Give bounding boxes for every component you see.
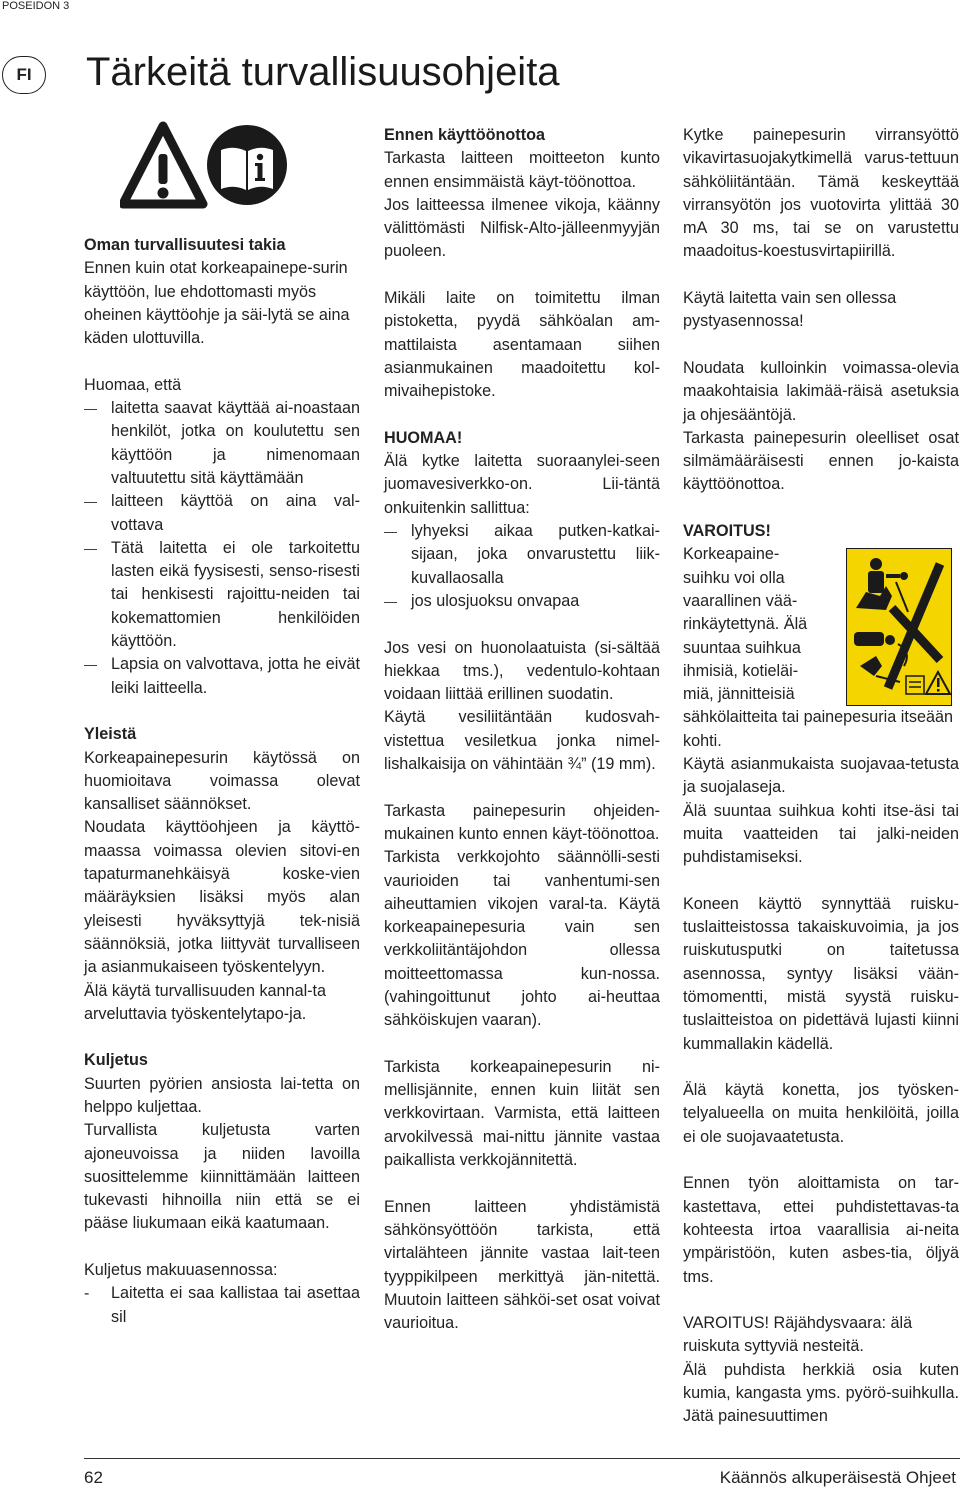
model-name: POSEIDON 3 <box>2 0 70 12</box>
paragraph: Koneen käyttö synnyttää ruisku-tuslaitteistossa takaiskuvoimia, ja jos ruiskutusputki on taitetussa asennossa, syntyy lisäksi vään-tömomentti, mistä syystä ruisku-tuslaitteistoa on pidettävä lujasti kiinni kummallakin kädellä. <box>683 894 959 1053</box>
paragraph: Tarkasta painepesurin oleelliset osat silmämääräisesti ennen jo-kaista käyttöönottoa. <box>683 428 959 494</box>
paragraph: Kytke painepesurin virransyöttö vikavirtasuojakytkimellä varus-tettuun sähköliitäntään. Tämä keskeyttää virransyötön jos vuotovirta ylittää 30 mA 30 ms, tai se on varustettu maadoitus-koestusvirtapiirillä. <box>683 126 959 261</box>
list-item: — laitetta saavat käyttää ai-noastaan henkilöt, jotka on koulutettu sen käyttöön ja nimenomaan valtuutettu sitä käyttämään <box>84 397 360 490</box>
paragraph: Noudata käyttöohjeen ja käyttö-maassa voimassa olevien sitovi-en tapaturmanehkäisyä koske-vien määräyksien lisäksi myös alan yleisesti hyväksyttyjä tek-nisiä säännöksiä, jotka liittyvät turvalliseen ja asianmukaiseen työskentelyyn. <box>84 818 360 977</box>
paragraph: Älä käytä konetta, jos työsken-telyalueella on muita henkilöitä, joilla ei ole suojavaatetusta. <box>683 1081 959 1146</box>
paragraph: Turvallista kuljetusta varten ajoneuvoissa ja niiden lavoilla suosittelemme kiinnittämään laitteen tukevasti hihnoilla niin että se ei pääse liukumaan eikä kaatumaan. <box>84 1121 360 1233</box>
paragraph: Älä puhdista herkkiä osia kuten kumia, kangasta yms. pyörö-suihkulla. Jätä painesuuttimen <box>683 1360 959 1426</box>
paragraph: Mikäli laite on toimitettu ilman pistoketta, pyydä sähköalan am-mattilaista asentamaan siihen asianmukainen maadoitettu kol-mivaihepistoke. <box>384 289 660 401</box>
list-item: — Tätä laitetta ei ole tarkoitettu lasten eikä fyysisesti, senso-risesti tai henkisesti rajoittu-neiden tai kokemattomien henkilöiden käyttöön. <box>84 537 360 653</box>
paragraph: Älä käytä turvallisuuden kannal-ta arveluttavia työskentelytapo-ja. <box>84 981 327 1023</box>
heading-before-use: Ennen käyttöönottoa <box>384 126 545 144</box>
paragraph: Ennen laitteen yhdistämistä sähkönsyöttöön tarkista, että virtalähteen jännite vastaa lait-teen tyyppikilpeen merkittyä jän-nitettä. Muutoin laitteen sähköi-set osat voivat vaurioitua. <box>384 1197 660 1333</box>
heading-transport: Kuljetus <box>84 1051 148 1070</box>
warning-line: miä, jännitteisiä <box>683 685 795 704</box>
page-title: Tärkeitä turvallisuusohjeita <box>86 50 560 94</box>
warning-line: sähkölaitteita tai painepesuria itseään kohti. <box>683 708 953 750</box>
paragraph: Tarkista korkeapainepesurin ni-mellisjännite, ennen kuin liität sen verkkovirtaan. Varmista, että laitteen arvokilvessä mai-nittu jännite vastaa paikallista verkkojännitettä. <box>384 1057 660 1170</box>
bullet-list <box>384 520 660 613</box>
paragraph: Käytä vesiliitäntään kudosvah-vistettua vesiletkua jonka nimel-lishalkaisija on vähintään ¾” (19 mm). <box>384 708 660 774</box>
warning-line: suuntaa suihkua <box>683 638 801 657</box>
list-item: — laitteen käyttöä on aina val-vottava <box>84 490 360 537</box>
safety-icons <box>120 120 290 210</box>
list-item: — lyhyeksi aikaa putken-katkai-sijaan, joka onvarustettu liik-kuvallaosalla <box>384 520 660 590</box>
paragraph: Käytä asianmukaista suojavaa-tetusta ja suojalaseja. <box>683 755 959 797</box>
page-number: 62 <box>84 1468 103 1487</box>
paragraph: Käytä laitetta vain sen ollessa pystyasennossa! <box>683 289 897 331</box>
list-item: — jos ulosjuoksu onvapaa <box>384 590 660 613</box>
heading-own-safety: Oman turvallisuutesi takia <box>84 236 286 254</box>
paragraph: Jos laitteessa ilmenee vikoja, käänny välittömästi Nilfisk-Alto-jälleenmyyjän puoleen. <box>384 195 660 261</box>
heading-note: HUOMAA! <box>384 428 463 447</box>
paragraph: Tarkista verkkojohto säännölli-sesti vaurioiden tai vanhentumi-sen aiheuttamien vikojen varal-ta. Käytä korkeapainepesuria vain sen verkkoliitäntäjohdon ollessa moitteettomassa kun-nossa. (vahingoittunut johto ai-heuttaa sähköiskujen vaaran). <box>384 848 660 1030</box>
paragraph: Korkeapainepesurin käytössä on huomioitava voimassa olevat kansalliset säännökset. <box>84 748 360 814</box>
column-1 <box>84 234 360 1352</box>
column-2 <box>384 124 660 1359</box>
footer-text: Käännös alkuperäisestä Ohjeet <box>719 1468 956 1487</box>
column-3 <box>683 124 959 1452</box>
list-item: - Laitetta ei saa kallistaa tai asettaa sil <box>84 1282 360 1329</box>
warning-line: rinkäytettynä. Älä <box>683 615 808 634</box>
high-pressure-warning-label-icon <box>846 548 952 706</box>
language-badge: FI <box>2 56 46 94</box>
paragraph: Ennen kuin otat korkeapainepe-surin käyttöön, lue ehdottomasti myös oheinen käyttöohje ja säi-lytä se aina käden ulottuvilla. <box>84 259 350 348</box>
list-item: — Lapsia on valvottava, jotta he eivät leiki laitteella. <box>84 653 360 700</box>
heading-general: Yleistä <box>84 725 137 744</box>
paragraph: Kuljetus makuuasennossa: <box>84 1261 278 1280</box>
paragraph: Ennen työn aloittamista on tar-kastettava, ettei puhdistettavas-ta kohteesta irtoa vaarallisia ai-neita ympäristöön, kuten asbes-tia, öljyä tms. <box>683 1174 959 1286</box>
paragraph: Tarkasta laitteen moitteeton kunto ennen ensimmäistä käyt-töönottoa. <box>384 149 660 191</box>
warning-line: suihku voi olla <box>683 568 785 587</box>
paragraph: Tarkasta painepesurin ohjeiden-mukainen kunto ennen käyt-töönottoa. <box>384 801 660 843</box>
paragraph: VAROITUS! Räjähdysvaara: älä ruiskuta syttyviä nesteitä. <box>683 1314 913 1356</box>
read-manual-icon <box>207 125 287 205</box>
bullet-list <box>84 397 360 700</box>
warning-line: ihmisiä, kotieläi- <box>683 661 799 680</box>
paragraph: Suurten pyörien ansiosta lai-tetta on helppo kuljettaa. <box>84 1074 360 1116</box>
paragraph: Huomaa, että <box>84 375 182 394</box>
heading-warning: VAROITUS! <box>683 522 771 541</box>
warning-line: Korkeapaine- <box>683 545 780 564</box>
footer-divider <box>84 1458 960 1459</box>
paragraph: Jos vesi on huonolaatuista (si-sältää hiekkaa tms.), vedentulo-kohtaan voidaan liittää erillinen suodatin. <box>384 638 660 704</box>
bullet-list <box>84 1282 360 1329</box>
paragraph: Älä kytke laitetta suoraanylei-seen juomavesiverkko-on. Lii-täntä onkuitenkin sallittua: <box>384 452 660 517</box>
paragraph: Noudata kulloinkin voimassa-olevia maakohtaisia lakimää-räisä asetuksia ja ohjesääntöjä. <box>683 358 959 424</box>
warning-triangle-icon <box>123 126 203 204</box>
paragraph: Älä suuntaa suihkua kohti itse-äsi tai muita vaatteiden tai jalki-neiden puhdistamiseksi. <box>683 801 959 867</box>
warning-line: vaarallinen vää- <box>683 591 798 610</box>
